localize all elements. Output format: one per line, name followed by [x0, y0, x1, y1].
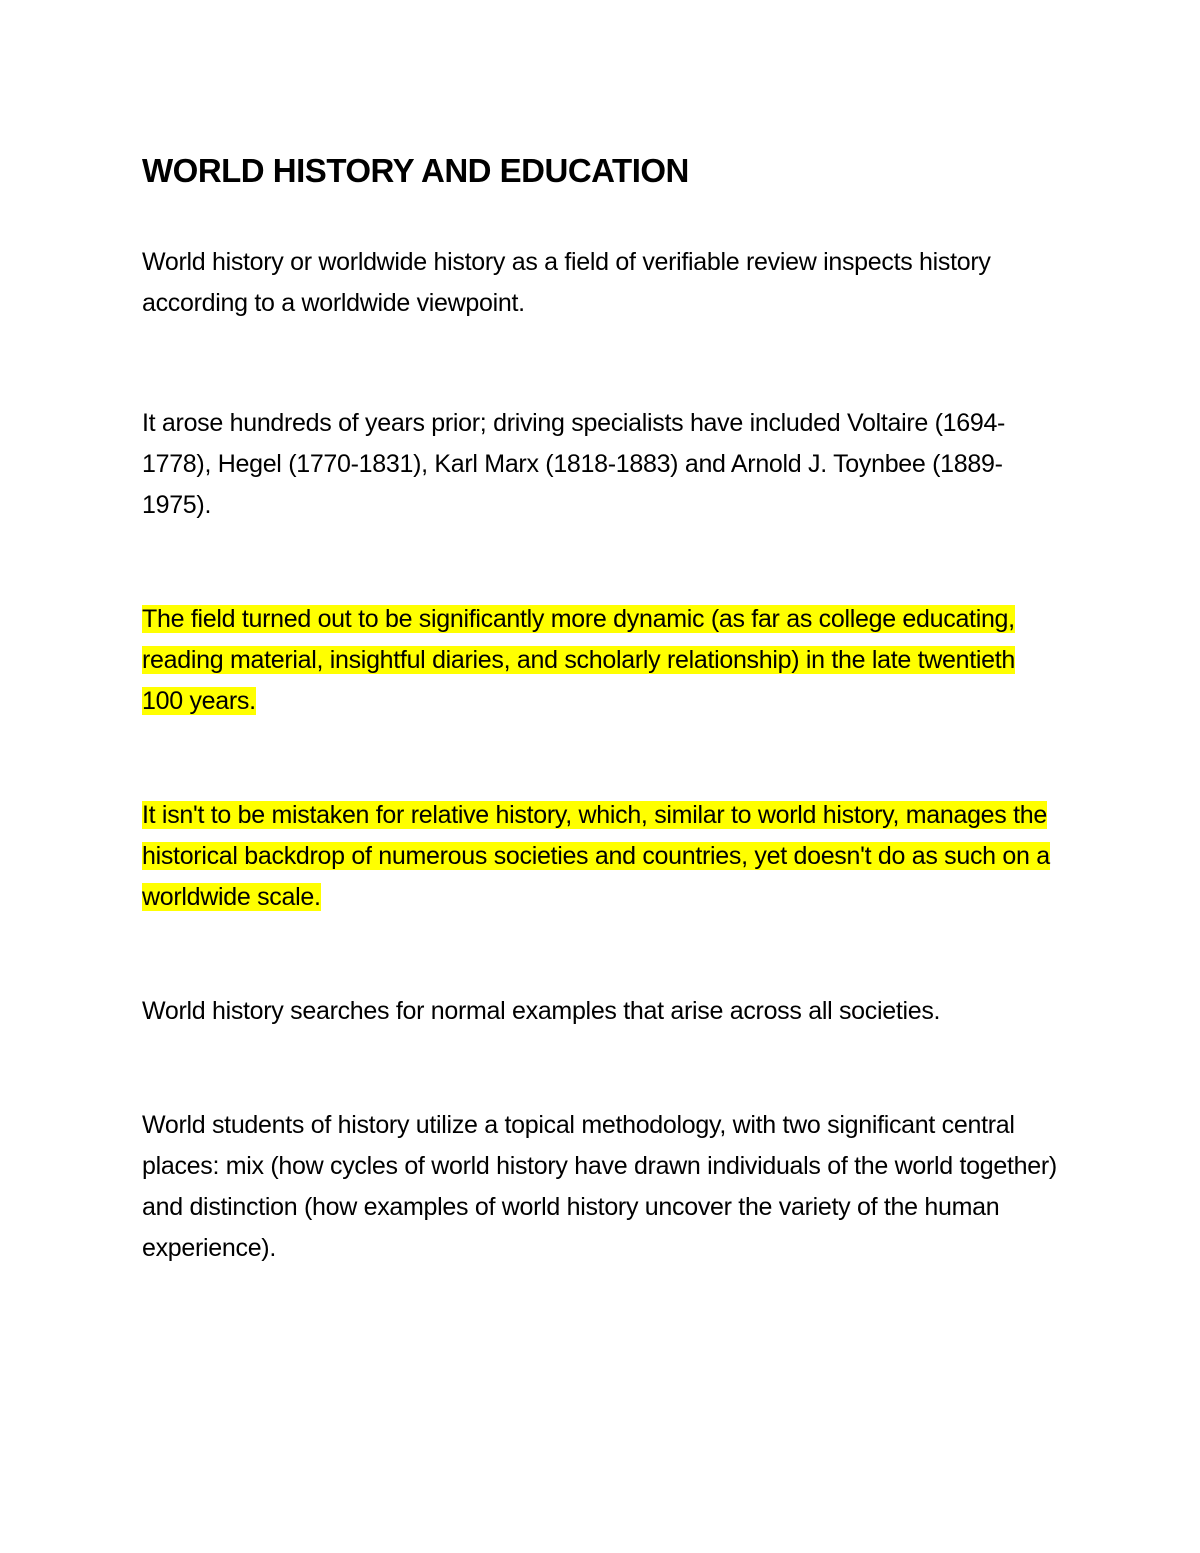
document-title: WORLD HISTORY AND EDUCATION — [142, 152, 689, 189]
highlighted-text: The field turned out to be significantly more dynamic (as far as college educating, reading material, insightful diaries, and scholarly relationship) in the late twentieth 100 years. — [142, 605, 1015, 715]
paragraph-methodology — [142, 1105, 1062, 1269]
paragraph-relative-history — [142, 795, 1062, 918]
paragraph-origins — [142, 403, 1062, 526]
paragraph-text: It arose hundreds of years prior; driving specialists have included Voltaire (1694-1778), Hegel (1770-1831), Karl Marx (1818-1883) and Arnold J. Toynbee (1889-1975). — [142, 409, 1006, 519]
paragraph-dynamic-field — [142, 599, 1062, 722]
paragraph-normal-examples — [142, 991, 1062, 1032]
paragraph-text: World students of history utilize a topical methodology, with two significant central places: mix (how cycles of world history have drawn individuals of the world together) and distinction (how examples of world history uncover the variety of the human experience). — [142, 1111, 1057, 1262]
paragraph-text: World history searches for normal examples that arise across all societies. — [142, 997, 941, 1025]
highlighted-text: It isn't to be mistaken for relative history, which, similar to world history, manages the historical backdrop of numerous societies and countries, yet doesn't do as such on a worldwide scale. — [142, 801, 1050, 911]
document-page — [142, 148, 1062, 1269]
paragraph-definition — [142, 242, 1062, 324]
paragraph-text: World history or worldwide history as a field of verifiable review inspects history according to a worldwide viewpoint. — [142, 248, 991, 317]
